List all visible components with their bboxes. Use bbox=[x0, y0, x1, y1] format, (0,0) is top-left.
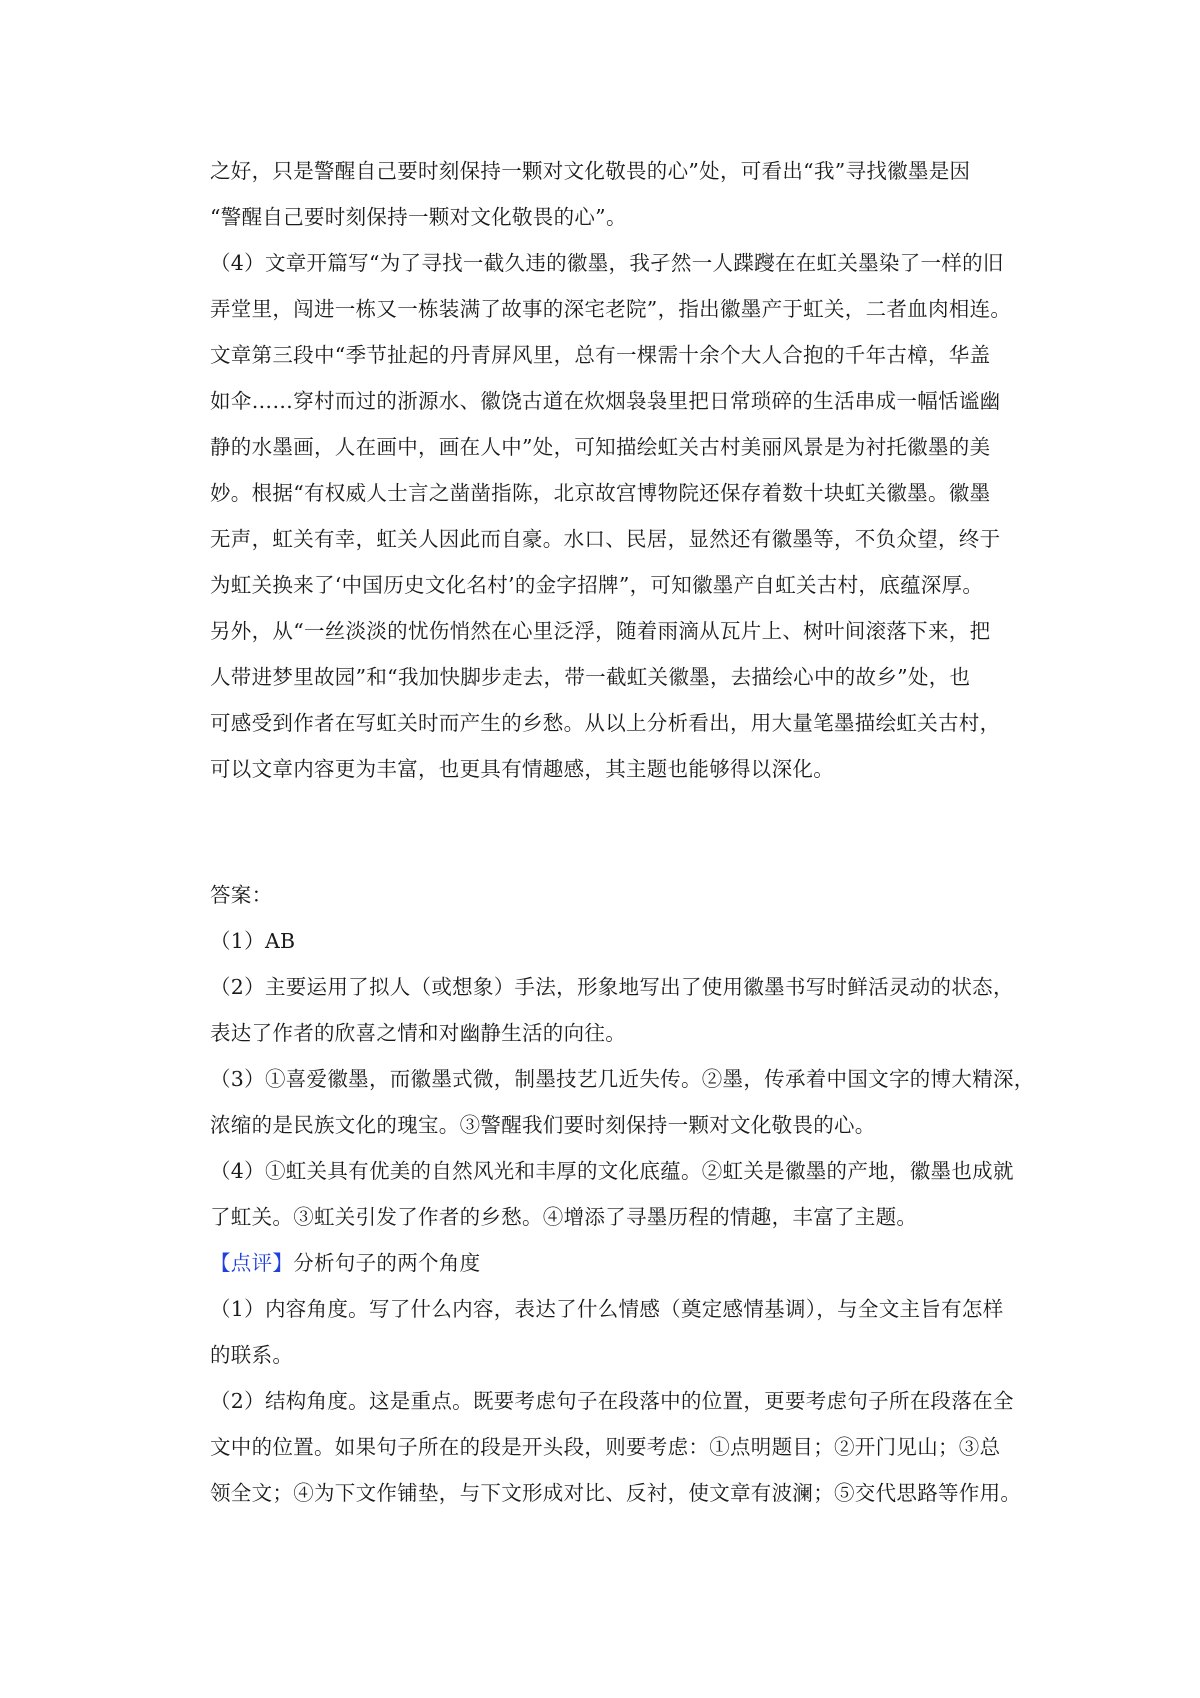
answer-line: （2）主要运用了拟人（或想象）手法，形象地写出了使用徽墨书写时鲜活灵动的状态， bbox=[210, 975, 1014, 999]
answer-line: 了虹关。③虹关引发了作者的乡愁。④增添了寻墨历程的情趣，丰富了主题。 bbox=[210, 1205, 918, 1229]
analysis-section bbox=[210, 148, 1025, 792]
comment-heading bbox=[210, 1240, 1025, 1286]
analysis-line: 之好，只是警醒自己要时刻保持一颗对文化敬畏的心”处，可看出“我”寻找徽墨是因 bbox=[210, 159, 971, 183]
answers-heading: 答案： bbox=[210, 883, 273, 907]
analysis-line: 静的水墨画，人在画中，画在人中”处，可知描绘虹关古村美丽风景是为衬托徽墨的美 bbox=[210, 435, 991, 459]
analysis-line: 无声，虹关有幸，虹关人因此而自豪。水口、民居，显然还有徽墨等，不负众望，终于 bbox=[210, 527, 1001, 551]
analysis-line: 如伞……穿村而过的浙源水、徽饶古道在炊烟袅袅里把日常琐碎的生活串成一幅恬谧幽 bbox=[210, 389, 1001, 413]
analysis-line: 人带进梦里故园”和“我加快脚步走去，带一截虹关徽墨，去描绘心中的故乡”处，也 bbox=[210, 665, 971, 689]
comment-section bbox=[210, 1240, 1025, 1516]
answer-line: （4）①虹关具有优美的自然风光和丰厚的文化底蕴。②虹关是徽墨的产地，徽墨也成就 bbox=[210, 1159, 1014, 1183]
analysis-line: 妙。根据“有权威人士言之凿凿指陈，北京故宫博物院还保存着数十块虹关徽墨。徽墨 bbox=[210, 481, 991, 505]
comment-line: 领全文；④为下文作铺垫，与下文形成对比、反衬，使文章有波澜；⑤交代思路等作用。 bbox=[210, 1481, 1022, 1505]
comment-line: （2）结构角度。这是重点。既要考虑句子在段落中的位置，更要考虑句子所在段落在全 bbox=[210, 1389, 1014, 1413]
comment-line: （1）内容角度。写了什么内容，表达了什么情感（奠定感情基调），与全文主旨有怎样 bbox=[210, 1297, 1004, 1321]
analysis-line: 另外，从“一丝淡淡的忧伤悄然在心里泛浮，随着雨滴从瓦片上、树叶间滚落下来，把 bbox=[210, 619, 991, 643]
section-gap bbox=[210, 792, 1025, 872]
analysis-line: 可以文章内容更为丰富，也更具有情趣感，其主题也能够得以深化。 bbox=[210, 757, 834, 781]
comment-line: 文中的位置。如果句子所在的段是开头段，则要考虑：①点明题目；②开门见山；③总 bbox=[210, 1435, 1001, 1459]
comment-tag: 【点评】 bbox=[210, 1251, 294, 1275]
analysis-line: （4）文章开篇写“为了寻找一截久违的徽墨，我孑然一人蹀躞在在虹关墨染了一样的旧 bbox=[210, 251, 1004, 275]
analysis-line: 文章第三段中“季节扯起的丹青屏风里，总有一棵需十余个大人合抱的千年古樟，华盖 bbox=[210, 343, 991, 367]
analysis-line: 弄堂里，闯进一栋又一栋装满了故事的深宅老院”，指出徽墨产于虹关，二者血肉相连。 bbox=[210, 297, 1012, 321]
comment-line: 的联系。 bbox=[210, 1343, 294, 1367]
analysis-line: 为虹关换来了‘中国历史文化名村’的金字招牌”，可知徽墨产自虹关古村，底蕴深厚。 bbox=[210, 573, 984, 597]
answer-line: 表达了作者的欣喜之情和对幽静生活的向往。 bbox=[210, 1021, 626, 1045]
comment-title: 分析句子的两个角度 bbox=[293, 1251, 481, 1275]
analysis-line: “警醒自己要时刻保持一颗对文化敬畏的心”。 bbox=[210, 205, 627, 229]
answer-line: 浓缩的是民族文化的瑰宝。③警醒我们要时刻保持一颗对文化敬畏的心。 bbox=[210, 1113, 876, 1137]
analysis-line: 可感受到作者在写虹关时而产生的乡愁。从以上分析看出，用大量笔墨描绘虹关古村， bbox=[210, 711, 1001, 735]
answer-line: （3）①喜爱徽墨，而徽墨式微，制墨技艺几近失传。②墨，传承着中国文字的博大精深， bbox=[210, 1067, 1035, 1091]
document-content bbox=[210, 148, 1035, 1516]
answers-section bbox=[210, 872, 1035, 1240]
answer-line: （1）AB bbox=[210, 929, 296, 953]
